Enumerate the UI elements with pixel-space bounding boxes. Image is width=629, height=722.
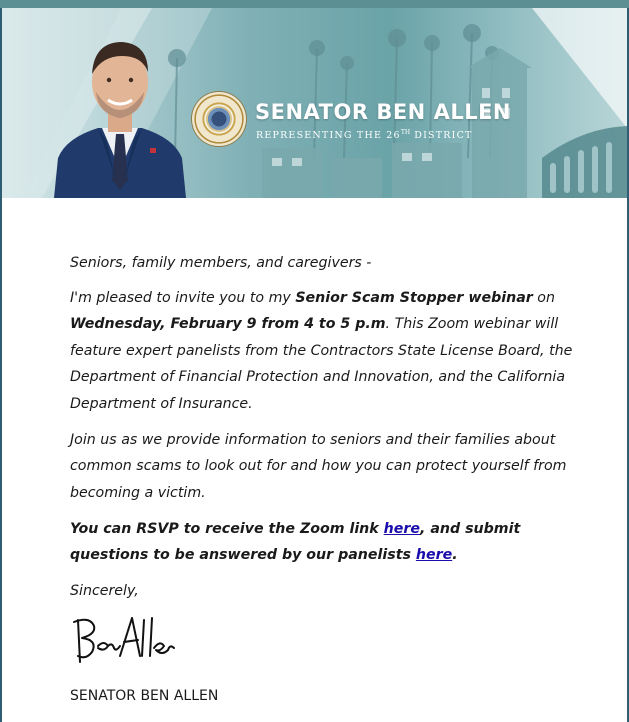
greeting: Seniors, family members, and caregivers - xyxy=(70,255,372,271)
event-name: Senior Scam Stopper webinar xyxy=(295,290,533,306)
state-senate-seal-icon xyxy=(192,92,246,146)
banner-title: SENATOR BEN ALLEN xyxy=(255,100,511,124)
header-banner xyxy=(2,8,627,198)
closing: Sincerely, xyxy=(70,583,139,599)
banner-subtitle: REPRESENTING THE 26TH DISTRICT xyxy=(256,129,473,142)
event-date: Wednesday, February 9 from 4 to 5 p.m xyxy=(70,316,386,333)
rsvp-link[interactable]: here xyxy=(383,521,420,537)
handwritten-signature xyxy=(68,612,178,668)
rsvp-paragraph: You can RSVP to receive the Zoom link here, and submit questions to be answered by our panelists here. xyxy=(70,521,521,564)
invitation-paragraph: I'm pleased to invite you to my Senior Scam Stopper webinar on Wednesday, February 9 from 4 to 5 p.m. This Zoom webinar will feature expert panelists from the Contractors State License Board, the Department of Financial Protection and Innovation, and the California Department of Insurance. xyxy=(70,290,573,412)
submit-questions-link[interactable]: here xyxy=(415,547,453,564)
signer-name: SENATOR BEN ALLEN xyxy=(70,688,219,704)
top-accent-bar xyxy=(0,0,629,8)
info-paragraph: Join us as we provide information to seniors and their families about common scams to look out for and how you can protect yourself from becoming a victim. xyxy=(70,432,567,501)
senator-portrait xyxy=(46,30,194,198)
